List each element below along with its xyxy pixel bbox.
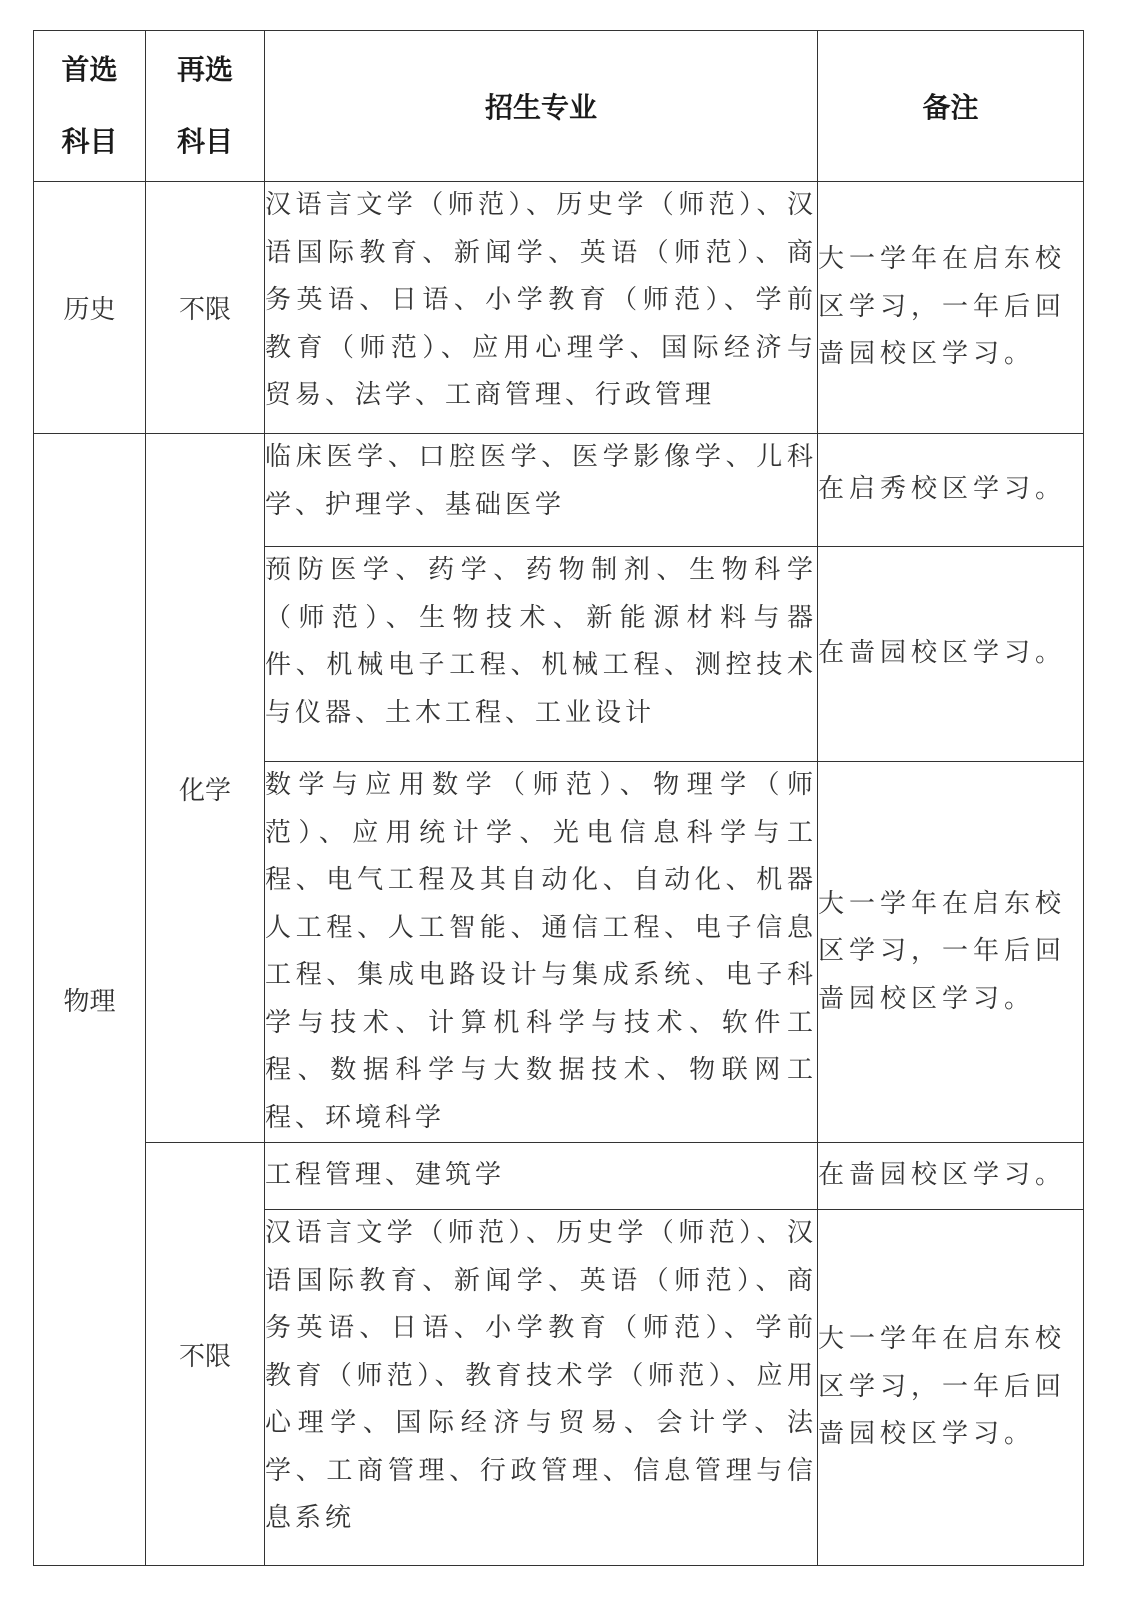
remarks-cell: 在啬园校区学习。 xyxy=(818,547,1084,762)
remarks-cell: 在启秀校区学习。 xyxy=(818,434,1084,547)
majors-cell: 数学与应用数学（师范）、物理学（师范）、应用统计学、光电信息科学与工程、电气工程及其自动化、自动化、机器人工程、人工智能、通信工程、电子信息工程、集成电路设计与集成系统、电子科学与技术、计算机科学与技术、软件工程、数据科学与大数据技术、物联网工程、环境科学 xyxy=(265,762,818,1143)
first-subject-cell: 历史 xyxy=(34,182,146,434)
table-row xyxy=(34,434,1084,547)
remarks-cell: 大一学年在启东校区学习，一年后回啬园校区学习。 xyxy=(818,182,1084,434)
remarks-cell: 在啬园校区学习。 xyxy=(818,1143,1084,1210)
admissions-table xyxy=(33,30,1084,1566)
second-subject-cell: 不限 xyxy=(146,182,265,434)
majors-cell: 工程管理、建筑学 xyxy=(265,1143,818,1210)
remarks-cell: 大一学年在启东校区学习，一年后回啬园校区学习。 xyxy=(818,762,1084,1143)
header-majors: 招生专业 xyxy=(265,31,818,182)
first-subject-cell: 物理 xyxy=(34,434,146,1566)
table-row xyxy=(34,1143,1084,1210)
majors-cell: 汉语言文学（师范）、历史学（师范）、汉语国际教育、新闻学、英语（师范）、商务英语、日语、小学教育（师范）、学前教育（师范）、教育技术学（师范）、应用心理学、国际经济与贸易、会计学、法学、工商管理、行政管理、信息管理与信息系统 xyxy=(265,1210,818,1566)
header-row xyxy=(34,31,1084,182)
remarks-cell: 大一学年在启东校区学习，一年后回啬园校区学习。 xyxy=(818,1210,1084,1566)
header-second-subject: 再选 科目 xyxy=(146,31,265,182)
table-row xyxy=(34,182,1084,434)
majors-cell: 汉语言文学（师范）、历史学（师范）、汉语国际教育、新闻学、英语（师范）、商务英语、日语、小学教育（师范）、学前教育（师范）、应用心理学、国际经济与贸易、法学、工商管理、行政管理 xyxy=(265,182,818,434)
majors-cell: 预防医学、药学、药物制剂、生物科学（师范）、生物技术、新能源材料与器件、机械电子工程、机械工程、测控技术与仪器、土木工程、工业设计 xyxy=(265,547,818,762)
header-first-subject: 首选 科目 xyxy=(34,31,146,182)
header-remarks: 备注 xyxy=(818,31,1084,182)
second-subject-cell: 化学 xyxy=(146,434,265,1143)
majors-cell: 临床医学、口腔医学、医学影像学、儿科学、护理学、基础医学 xyxy=(265,434,818,547)
second-subject-cell: 不限 xyxy=(146,1143,265,1566)
